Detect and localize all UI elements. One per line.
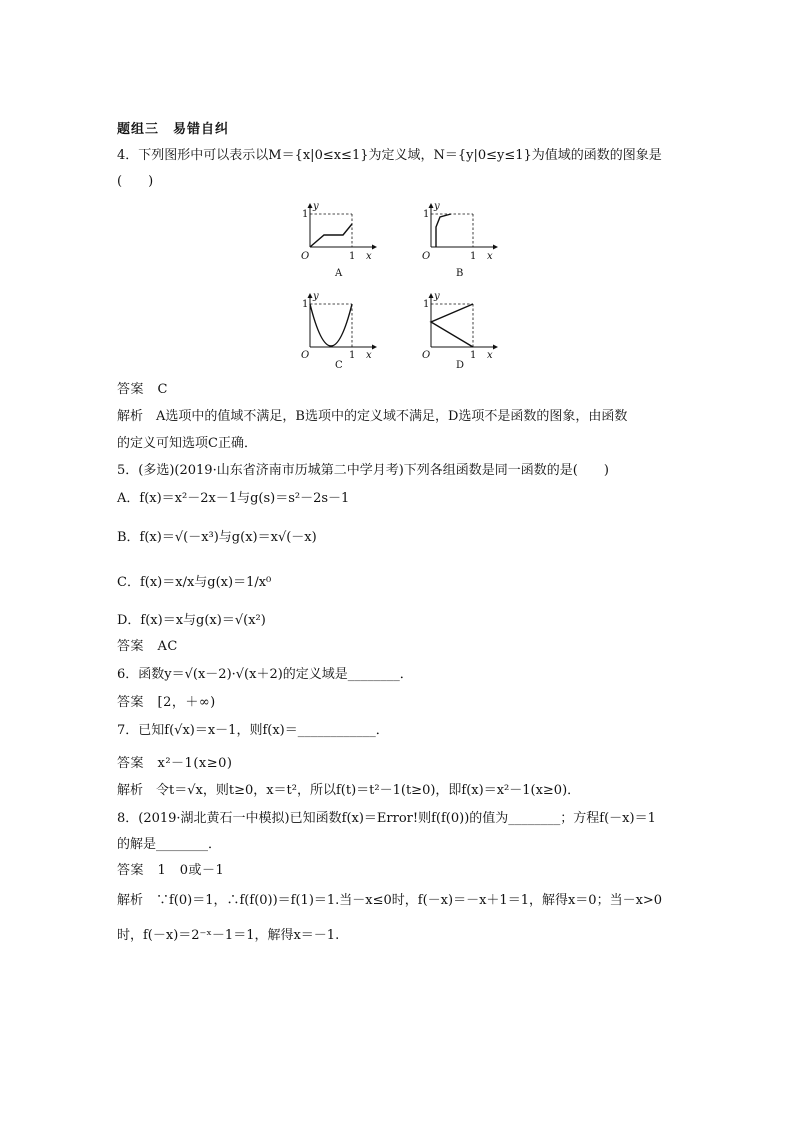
graph-b-caption: B <box>456 268 464 279</box>
graph-a-curve <box>310 224 352 247</box>
graph-d-caption: D <box>456 360 465 371</box>
graph-b-axis-x-label: x <box>487 251 493 262</box>
graph-b-x-arrow <box>493 245 498 250</box>
section-title: 题组三 易错自纠 <box>117 122 230 137</box>
q8-stem-line1: 8．(2019·湖北黄石一中模拟)已知函数f(x)＝Error!则f(f(0))的值为________；方程f(－x)＝1 <box>117 811 656 826</box>
graph-d-axis-x-label: x <box>487 350 493 361</box>
graph-d-x-arrow <box>493 345 498 350</box>
q5-answer: 答案 AC <box>117 639 178 654</box>
graph-c-caption: C <box>335 360 343 371</box>
q8-answer: 答案 1 0或－1 <box>117 863 225 878</box>
q5-option-b: B．f(x)＝√(－x³)与g(x)＝x√(－x) <box>117 530 317 545</box>
graph-c-tick-y: 1 <box>302 299 309 310</box>
q6-stem: 6．函数y＝√(x－2)·√(x＋2)的定义域是________． <box>117 667 413 682</box>
graph-c-x-arrow <box>372 345 377 350</box>
graph-d <box>417 292 503 372</box>
q7-answer: 答案 x²－1(x≥0) <box>117 756 233 771</box>
graph-b-tick-x: 1 <box>470 251 477 262</box>
graph-c-curve <box>310 304 352 346</box>
graph-c-tick-x: 1 <box>349 350 356 361</box>
q6-answer: 答案 [2，＋∞) <box>117 695 216 710</box>
graph-a-origin: O <box>301 251 310 262</box>
graph-a-caption: A <box>335 268 343 279</box>
q5-option-d: D．f(x)＝x与g(x)＝√(x²) <box>117 613 266 628</box>
q7-analysis: 解析 令t＝√x，则t≥0，x＝t²，所以f(t)＝t²－1(t≥0)，即f(x)＝x²－1(x≥0)． <box>117 783 581 798</box>
graph-d-origin: O <box>422 350 431 361</box>
graph-b-curve <box>436 214 451 247</box>
graph-c-y-arrow <box>308 293 313 298</box>
graph-b-tick-y: 1 <box>423 209 430 220</box>
graph-a-x-arrow <box>372 245 377 250</box>
graph-c-origin: O <box>301 350 310 361</box>
graph-c-axis-y-label: y <box>313 291 319 302</box>
q4-answer: 答案 C <box>117 382 168 397</box>
graph-a-tick-y: 1 <box>302 209 309 220</box>
graph-a-axis-x-label: x <box>366 251 372 262</box>
q8-stem-line2: 的解是________． <box>117 837 222 852</box>
graph-c-axis-x-label: x <box>366 350 372 361</box>
q7-stem: 7．已知f(√x)＝x－1，则f(x)＝____________． <box>117 723 389 738</box>
graph-b <box>417 202 503 282</box>
graph-d-tick-y: 1 <box>423 299 430 310</box>
q8-analysis-line2: 时，f(－x)＝2⁻ˣ－1＝1，解得x＝－1. <box>117 928 340 943</box>
q4-stem: 4．下列图形中可以表示以M＝{x|0≤x≤1}为定义域，N＝{y|0≤y≤1}为值域的函数的图象是 <box>117 148 662 163</box>
graph-d-y-arrow <box>429 293 434 298</box>
graph-b-y-arrow <box>429 203 434 208</box>
graph-a-axis-y-label: y <box>313 201 319 212</box>
graph-b-origin: O <box>422 251 431 262</box>
graph-d-tick-x: 1 <box>470 350 477 361</box>
graph-a <box>296 202 382 282</box>
q5-option-a: A．f(x)＝x²－2x－1与g(s)＝s²－2s－1 <box>117 491 350 506</box>
q4-analysis-line1: 解析 A选项中的值域不满足，B选项中的定义域不满足，D选项不是函数的图象，由函数 <box>117 409 628 424</box>
q5-stem: 5．(多选)(2019·山东省济南市历城第二中学月考)下列各组函数是同一函数的是( ) <box>117 463 609 478</box>
graph-a-y-arrow <box>308 203 313 208</box>
graph-b-axis-y-label: y <box>434 201 440 212</box>
q5-option-c: C．f(x)＝x/x与g(x)＝1/x⁰ <box>117 575 272 590</box>
graph-d-axis-y-label: y <box>434 291 440 302</box>
q4-analysis-line2: 的定义可知选项C正确． <box>117 436 257 451</box>
graph-c <box>296 292 382 372</box>
graph-d-curve <box>431 304 473 347</box>
graph-a-tick-x: 1 <box>349 251 356 262</box>
q8-analysis-line1: 解析 ∵f(0)＝1，∴f(f(0))＝f(1)＝1.当－x≤0时，f(－x)＝－x＋1＝1，解得x＝0；当－x>0 <box>117 893 663 908</box>
q4-paren: ( ) <box>117 174 154 189</box>
